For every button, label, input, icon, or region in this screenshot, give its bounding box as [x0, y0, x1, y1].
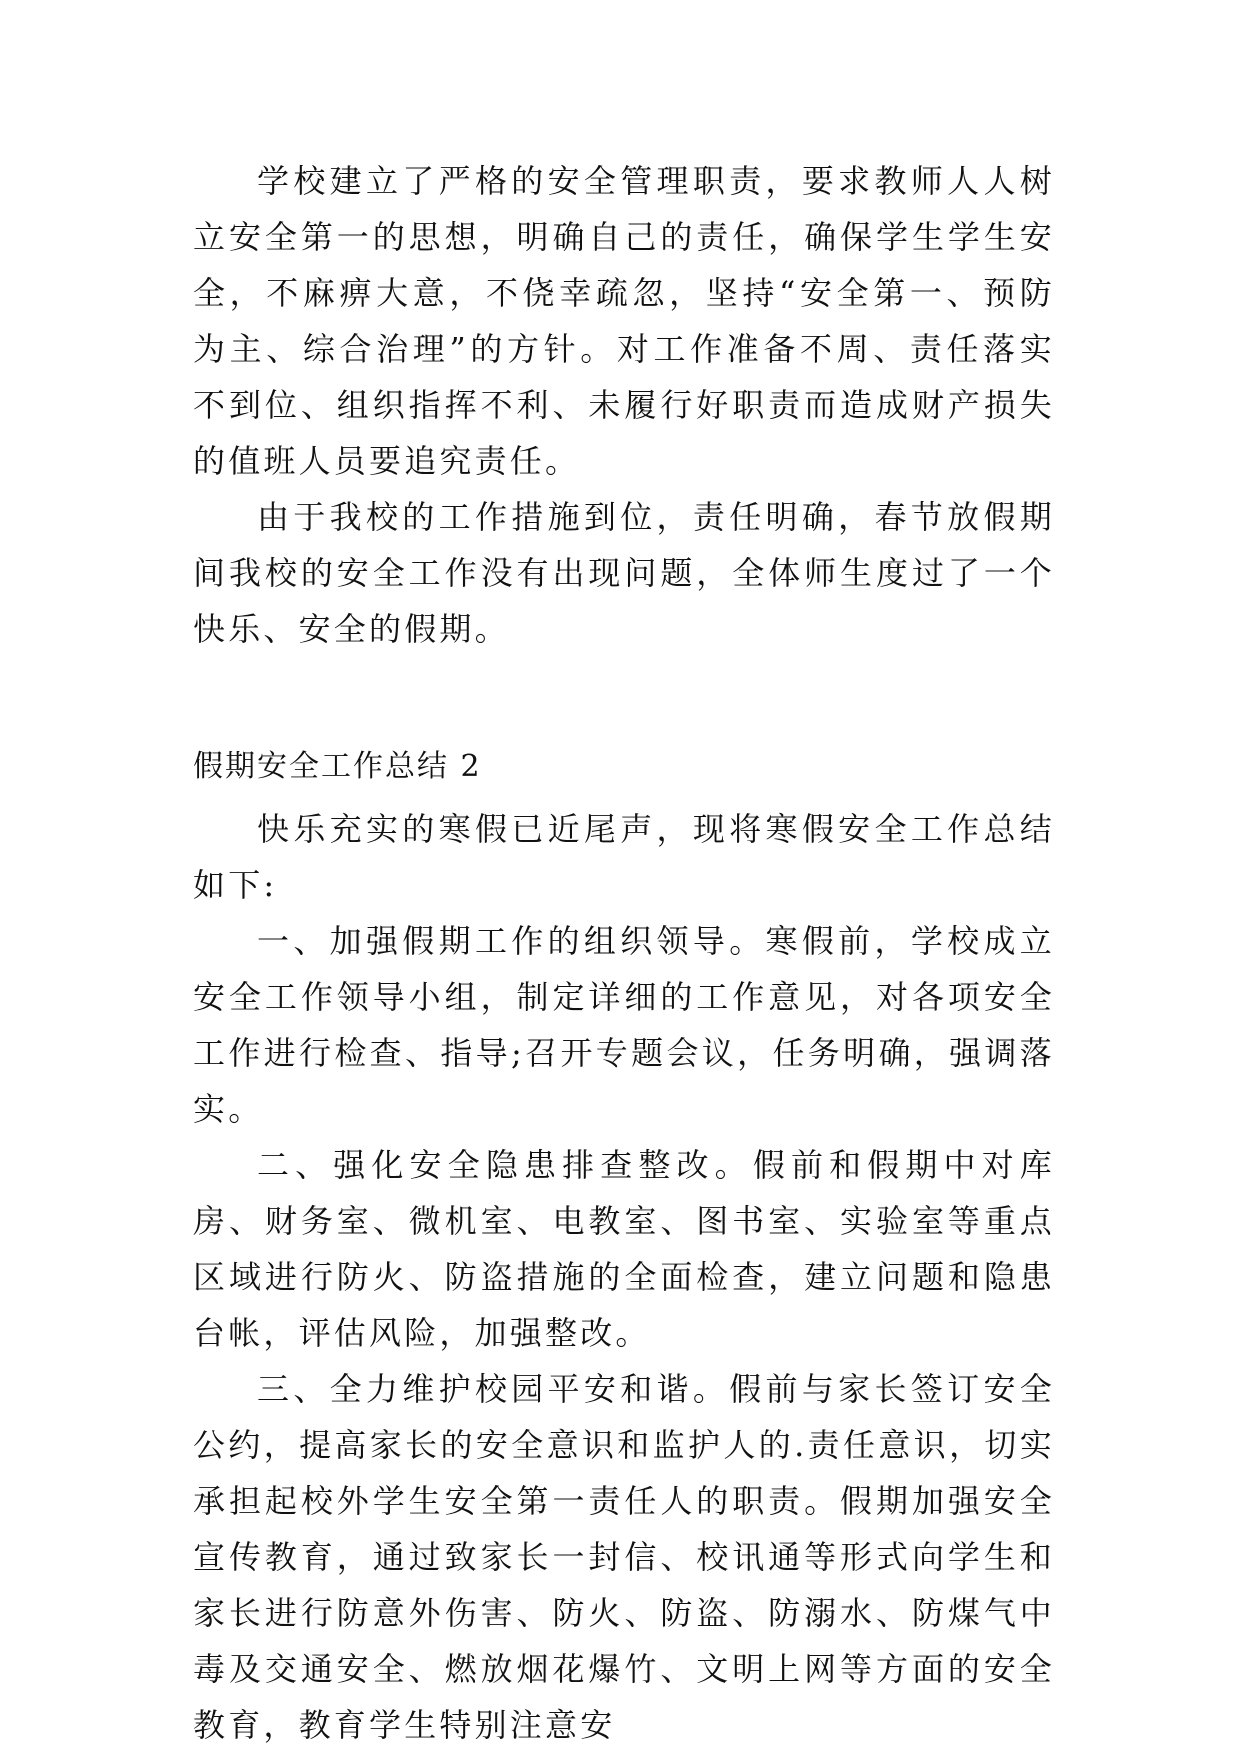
paragraph-holiday-result: 由于我校的工作措施到位，责任明确，春节放假期间我校的安全工作没有出现问题，全体师生度过了一个快乐、安全的假期。	[193, 498, 1055, 648]
document-body	[193, 153, 1055, 1753]
paragraph-point-three: 三、全力维护校园平安和谐。假前与家长签订安全公约，提高家长的安全意识和监护人的.责任意识，切实承担起校外学生安全第一责任人的职责。假期加强安全宣传教育，通过致家长一封信、校讯通等形式向学生和家长进行防意外伤害、防火、防盗、防溺水、防煤气中毒及交通安全、燃放烟花爆竹、文明上网等方面的安全教育，教育学生特别注意安	[193, 1370, 1055, 1744]
section-heading: 假期安全工作总结 2	[193, 749, 482, 784]
paragraph-safety-duty: 学校建立了严格的安全管理职责，要求教师人人树立安全第一的思想，明确自己的责任，确保学生学生安全，不麻痹大意，不侥幸疏忽，坚持“安全第一、预防为主、综合治理”的方针。对工作准备不周、责任落实不到位、组织指挥不利、未履行好职责而造成财产损失的值班人员要追究责任。	[193, 162, 1055, 480]
paragraph-point-two: 二、强化安全隐患排查整改。假前和假期中对库房、财务室、微机室、电教室、图书室、实验室等重点区域进行防火、防盗措施的全面检查，建立问题和隐患台帐，评估风险，加强整改。	[193, 1146, 1055, 1352]
paragraph-point-one: 一、加强假期工作的组织领导。寒假前，学校成立安全工作领导小组，制定详细的工作意见，对各项安全工作进行检查、指导;召开专题会议，任务明确，强调落实。	[193, 922, 1055, 1128]
paragraph-intro: 快乐充实的寒假已近尾声，现将寒假安全工作总结如下:	[193, 810, 1055, 904]
